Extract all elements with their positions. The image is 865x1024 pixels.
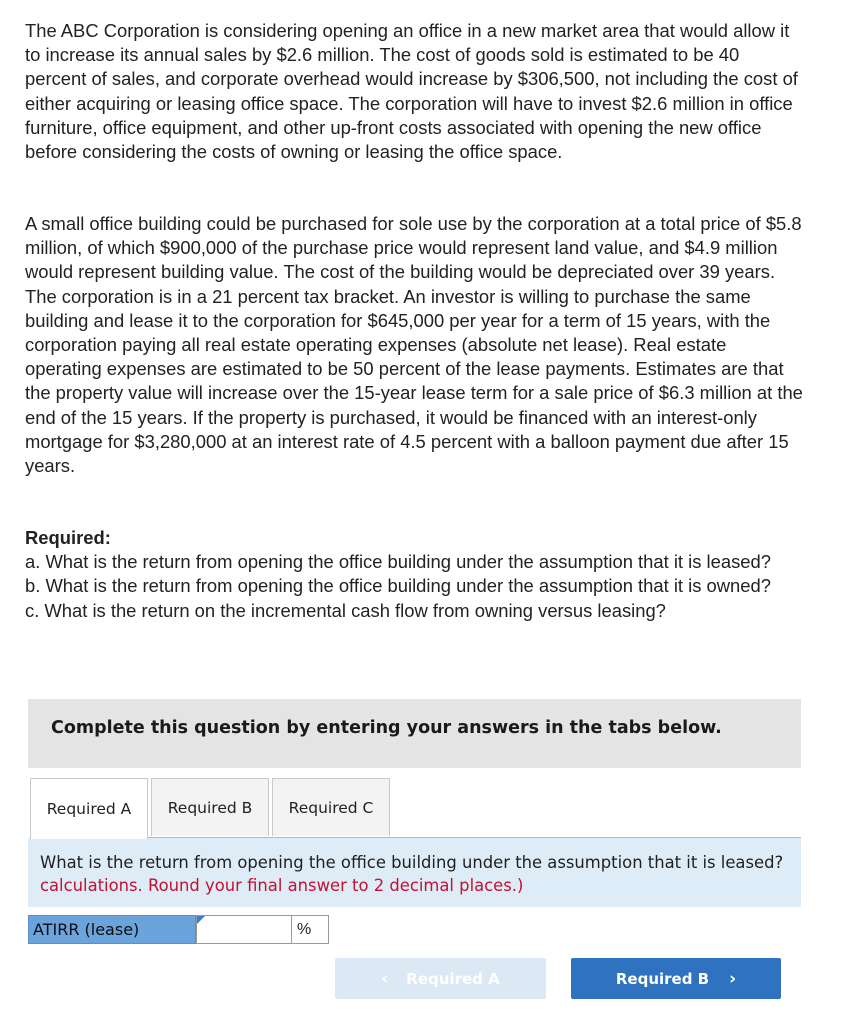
answer-label: ATIRR (lease) — [28, 915, 196, 944]
tab-required-a[interactable]: Required A — [30, 778, 148, 839]
next-button[interactable] — [571, 958, 781, 999]
required-item-c: c. What is the return on the incremental cash flow from owning versus leasing? — [25, 599, 666, 621]
chevron-right-icon: › — [729, 968, 737, 989]
problem-paragraph-2: A small office building could be purchased for sole use by the corporation at a total price of $5.8 million, of which $900,000 of the purchase price would represent land value, and $4.9 million would represent building value. The cost of the building would be depreciated over 39 years. The corporation is in a 21 percent tax bracket. An investor is willing to purchase the same building and lease it to the corporation for $645,000 per year for a term of 15 years, with the corporation paying all real estate operating expenses (absolute net lease). Real estate operating expenses are estimated to be 50 percent of the lease payments. Estimates are that the property value will increase over the 15-year lease term for a sale price of $6.3 million at the end of the 15 years. If the property is purchased, it would be financed with an interest-only mortgage for $3,280,000 at an interest rate of 4.5 percent with a balloon payment due after 15 years. — [25, 213, 803, 477]
answer-tabs — [30, 778, 800, 838]
required-item-b: b. What is the return from opening the office building under the assumption that it is owned? — [25, 575, 771, 597]
tab-required-b[interactable]: Required B — [151, 778, 269, 836]
next-button-label: Required B — [615, 969, 710, 988]
percent-unit: % — [292, 915, 329, 944]
required-heading: Required: — [25, 527, 111, 548]
instruction-text: Complete this question by entering your answers in the tabs below. — [51, 718, 722, 738]
tab-required-c[interactable]: Required C — [272, 778, 390, 836]
problem-paragraph-1: The ABC Corporation is considering opening an office in a new market area that would allow it to increase its annual sales by $2.6 million. The cost of goods sold is estimated to be 40 percent of sales, and corporate overhead would increase by $306,500, not including the cost of either acquiring or leasing office space. The corporation will have to invest $2.6 million in office furniture, office equipment, and other up-front costs associated with opening the new office before considering the costs of owning or leasing the office space. — [25, 20, 798, 163]
required-item-a: a. What is the return from opening the office building under the assumption that it is leased? — [25, 551, 771, 573]
required-section — [25, 526, 815, 623]
previous-button-label: Required A — [406, 969, 500, 988]
input-flag-icon — [197, 916, 205, 924]
question-text: What is the return from opening the office building under the assumption that it is leased? — [40, 853, 784, 872]
question-panel — [28, 838, 801, 907]
atirr-lease-input[interactable] — [196, 915, 292, 944]
question-note: calculations. Round your final answer to 2 decimal places.) — [40, 876, 524, 895]
instruction-banner — [28, 699, 801, 768]
previous-button[interactable] — [335, 958, 546, 999]
chevron-left-icon: ‹ — [381, 968, 389, 989]
